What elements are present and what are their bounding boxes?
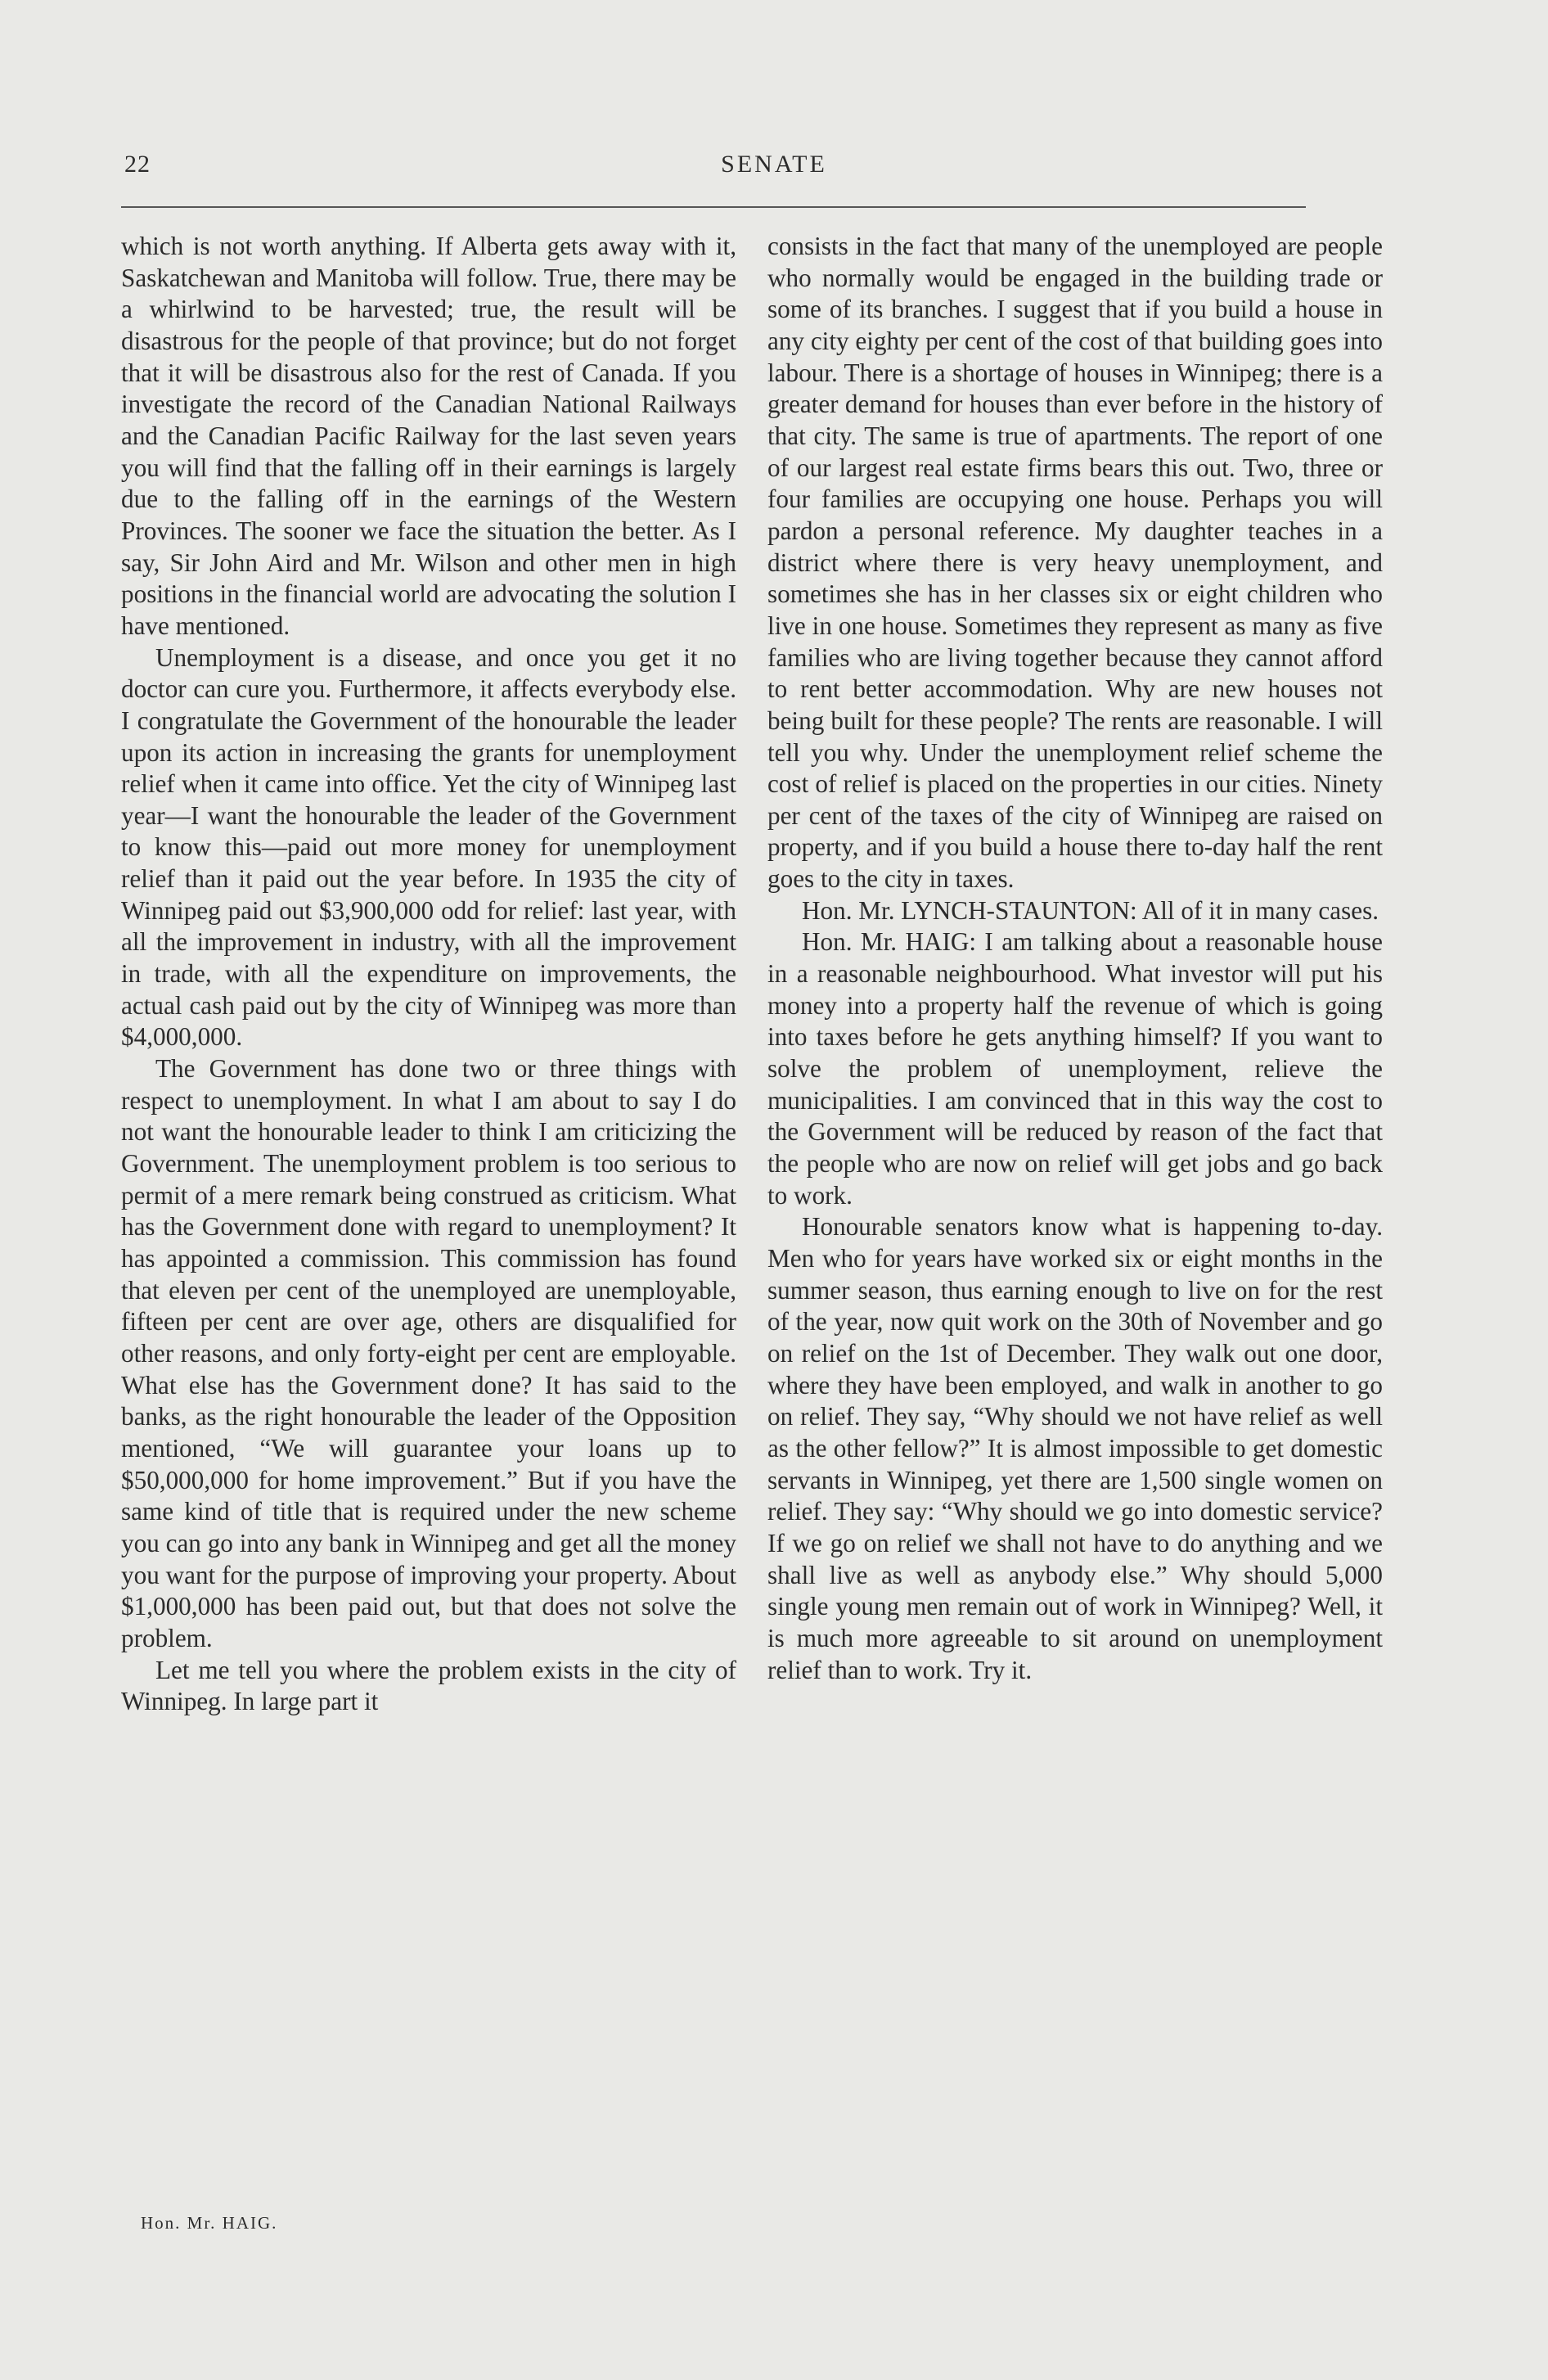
paragraph: Unemployment is a disease, and once you get it no doctor can cure you. Furthermore, it affects everybody else. I congratulate the Government of the honourable the leader upon its action in increasing the grants for unemployment relief when it came into office. Yet the city of Winnipeg last year—I want the honourable the leader of the Government to know this—paid out more money for unemployment relief than it paid out the year before. In 1935 the city of Winnipeg paid out $3,900,000 odd for relief: last year, with all the improvement in industry, with all the improvement in trade, with all the expenditure on improvements, the actual cash paid out by the city of Winnipeg was more than $4,000,000. [121,642,736,1052]
paragraph: The Government has done two or three things with respect to unemployment. In what I am about to say I do not want the honourable leader to think I am criticizing the Government. The unemployment problem is too serious to permit of a mere remark being construed as criticism. What has the Government done with regard to unemployment? It has appointed a commission. This commission has found that eleven per cent of the unemployed are unemployable, fifteen per cent are over age, others are disqualified for other reasons, and only forty-eight per cent are employable. What else has the Government done? It has said to the banks, as the right honourable the leader of the Opposition mentioned, “We will guarantee your loans up to $50,000,000 for home improvement.” But if you have the same kind of title that is required under the new scheme you can go into any bank in Winnipeg and get all the money you want for the purpose of improving your property. About $1,000,000 has been paid out, but that does not solve the problem. [121,1054,736,1652]
paragraph: Hon. Mr. LYNCH-STAUNTON: All of it in many cases. [802,895,1379,925]
paragraph: consists in the fact that many of the unemployed are people who normally would be engaged in the building trade or some of its branches. I suggest that if you build a house in any city eighty per cent of the cost of that building goes into labour. There is a shortage of houses in Winnipeg; there is a greater demand for houses than ever before in the history of that city. The same is true of apartments. The report of one of our largest real estate firms bears this out. Two, three or four families are occupying one house. Perhaps you will pardon a personal reference. My daughter teaches in a district where there is very heavy unemployment, and sometimes she has in her classes six or eight children who live in one house. Sometimes they represent as many as five families who are living together because they cannot afford to rent better accommodation. Why are new houses not being built for these people? The rents are reasonable. I will tell you why. Under the unemployment relief scheme the cost of relief is placed on the properties in our cities. Ninety per cent of the taxes of the city of Winnipeg are raised on property, and if you build a house there to-day half the rent goes to the city in taxes. [767,232,1383,894]
right-column [767,231,1383,1686]
left-column [121,231,736,1718]
header-rule [121,206,1306,208]
paragraph: Hon. Mr. HAIG: I am talking about a reasonable house in a reasonable neighbourhood. What investor will put his money into a property half the revenue of which is going into taxes before he gets anything himself? If you want to solve the problem of unemployment, relieve the municipalities. I am convinced that in this way the cost to the Government will be reduced by reason of the fact that the people who are now on relief will get jobs and go back to work. [767,927,1383,1210]
running-head: SENATE [721,151,827,178]
paragraph: Let me tell you where the problem exists in the city of Winnipeg. In large part it [121,1655,736,1716]
footer-speaker: Hon. Mr. HAIG. [141,2213,278,2233]
paragraph: which is not worth anything. If Alberta gets away with it, Saskatchewan and Manitoba will follow. True, there may be a whirlwind to be harvested; true, the result will be disastrous for the people of that province; but do not forget that it will be disastrous also for the rest of Canada. If you investigate the record of the Canadian National Railways and the Canadian Pacific Railway for the last seven years you will find that the falling off in their earnings is largely due to the falling off in the earnings of the Western Provinces. The sooner we face the situation the better. As I say, Sir John Aird and Mr. Wilson and other men in high positions in the financial world are advocating the solution I have mentioned. [121,232,736,640]
page-number: 22 [124,151,151,178]
paragraph: Honourable senators know what is happening to-day. Men who for years have worked six or eight months in the summer season, thus earning enough to live on for the rest of the year, now quit work on the 30th of November and go on relief on the 1st of December. They walk out one door, where they have been employed, and walk in another to go on relief. They say, “Why should we not have relief as well as the other fellow?” It is almost impossible to get domestic servants in Winnipeg, yet there are 1,500 single women on relief. They say: “Why should we go into domestic service? If we go on relief we shall not have to do anything and we shall live as well as anybody else.” Why should 5,000 single young men remain out of work in Winnipeg? Well, it is much more agreeable to sit around on unemployment relief than to work. Try it. [767,1212,1383,1684]
